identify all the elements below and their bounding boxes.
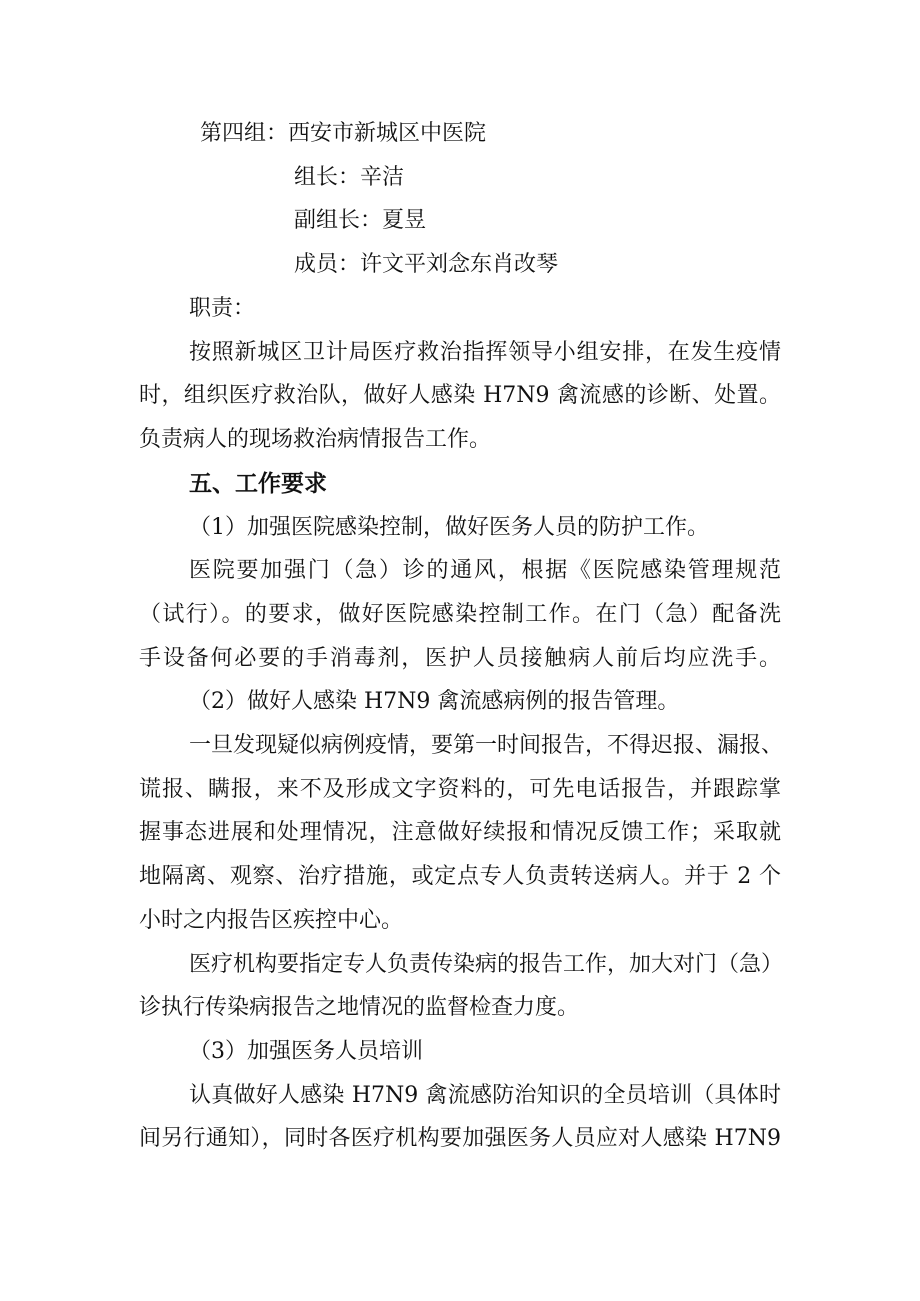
item2-para2-line-2: 诊执行传染病报告之地情况的监督检查力度。 [139, 995, 580, 1020]
item1-line-2: （试行）。的要求，做好医院感染控制工作。在门（急）配备洗 [139, 602, 781, 627]
item3-title: （3）加强医务人员培训 [189, 1039, 423, 1064]
item1-line-3: 手设备何必要的手消毒剂，医护人员接触病人前后均应洗手。 [139, 646, 781, 671]
group4-members: 成员：许文平刘念东肖改琴 [294, 252, 559, 277]
item2-para1-line-2: 谎报、瞒报，来不及形成文字资料的，可先电话报告，并跟踪掌 [139, 777, 781, 802]
item2-para1-line-5: 小时之内报告区疾控中心。 [139, 908, 404, 933]
duties-line-2: 时，组织医疗救治队，做好人感染 H7N9 禽流感的诊断、处置。 [139, 383, 781, 408]
duties-line-1: 按照新城区卫计局医疗救治指挥领导小组安排，在发生疫情 [189, 340, 781, 365]
section5-heading: 五、工作要求 [189, 471, 327, 497]
item2-para1-line-3: 握事态进展和处理情况，注意做好续报和情况反馈工作；采取就 [139, 820, 781, 845]
group4-leader: 组长：辛洁 [294, 165, 405, 190]
group4-deputy: 副组长：夏昱 [294, 208, 427, 233]
item1-title: （1）加强医院感染控制，做好医务人员的防护工作。 [189, 515, 709, 540]
duties-label: 职责： [189, 296, 256, 321]
item1-line-1: 医院要加强门（急）诊的通风，根据《医院感染管理规范 [189, 558, 781, 583]
item2-para1-line-1: 一旦发现疑似病例疫情，要第一时间报告，不得迟报、漏报、 [189, 733, 784, 758]
duties-line-3: 负责病人的现场救治病情报告工作。 [139, 427, 492, 452]
group4-title: 第四组：西安市新城区中医院 [200, 121, 487, 146]
item3-line-2: 间另行通知），同时各医疗机构要加强医务人员应对人感染 H7N9 [139, 1126, 781, 1151]
item3-line-1: 认真做好人感染 H7N9 禽流感防治知识的全员培训（具体时 [189, 1083, 781, 1108]
item2-title: （2）做好人感染 H7N9 禽流感病例的报告管理。 [189, 689, 680, 714]
item2-para1-line-4: 地隔离、观察、治疗措施，或定点专人负责转送病人。并于 2 个 [139, 864, 781, 889]
item2-para2-line-1: 医疗机构要指定专人负责传染病的报告工作，加大对门（急） [189, 952, 784, 977]
